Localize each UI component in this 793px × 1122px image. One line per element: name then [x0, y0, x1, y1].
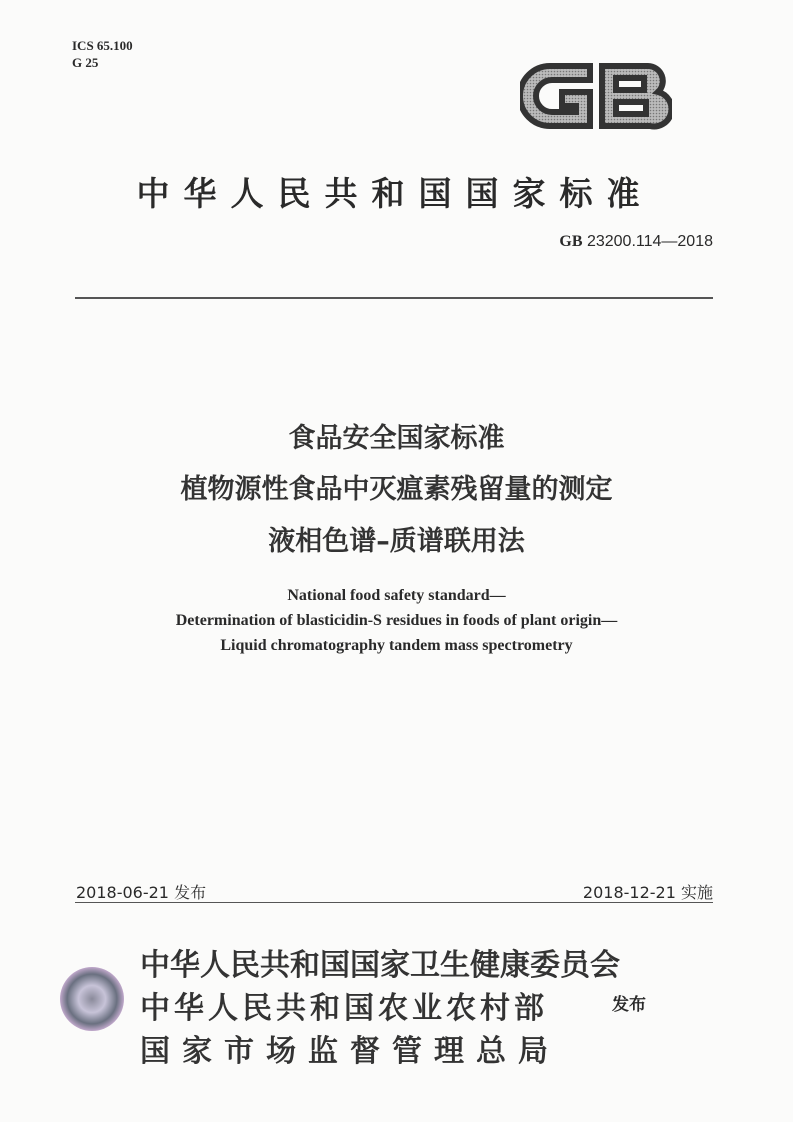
title-en-line-3: Liquid chromatography tandem mass spectrometry: [220, 637, 573, 654]
title-en-line-2: Determination of blasticidin-S residues in foods of plant origin—: [175, 612, 618, 629]
title-cn-line-1: 食品安全国家标准: [288, 423, 505, 454]
standard-number: [559, 233, 713, 251]
document-category-title: 中华人民共和国国家标准: [136, 174, 654, 213]
hologram-seal-icon: [60, 967, 124, 1031]
title-cn-line-3: 液相色谱–质谱联用法: [268, 526, 525, 557]
ccs-code: G 25: [72, 55, 99, 70]
issuer-1: 中华人民共和国国家卫生健康委员会: [140, 948, 620, 983]
issuer-2: 中华人民共和国农业农村部: [140, 991, 548, 1026]
title-cn-line-2: 植物源性食品中灭瘟素残留量的测定: [180, 474, 613, 505]
classification-codes: [72, 37, 133, 71]
gb-logo: [520, 58, 672, 133]
standard-prefix: GB: [559, 233, 583, 250]
publish-label: 发布: [612, 995, 646, 1015]
issue-date: 2018-06-21 发布: [76, 883, 207, 902]
date-divider: [75, 902, 713, 903]
implementation-date: 2018-12-21 实施: [582, 883, 713, 902]
issuer-3: 国家市场监督管理总局: [140, 1034, 560, 1069]
ics-code: ICS 65.100: [72, 38, 133, 53]
standard-code: 23200.114—2018: [586, 233, 713, 250]
header-divider: [75, 297, 713, 299]
title-en-line-1: National food safety standard—: [287, 587, 506, 604]
